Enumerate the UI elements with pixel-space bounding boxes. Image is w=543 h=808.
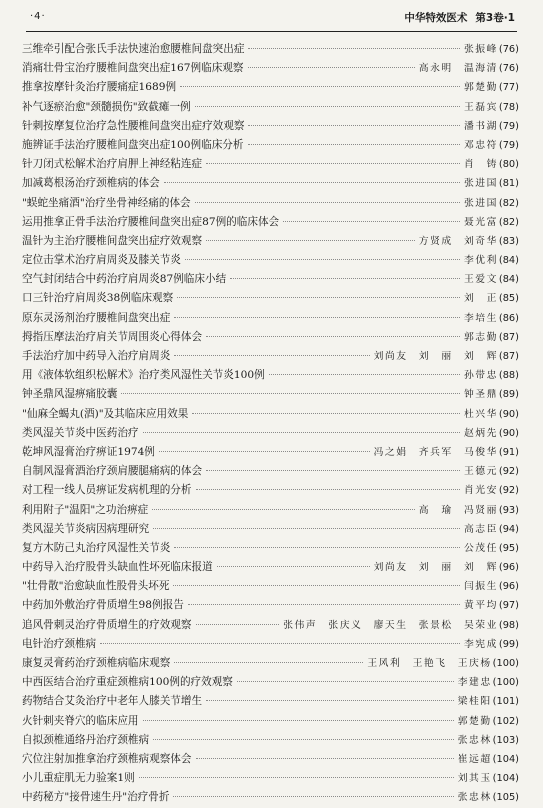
entry-page: (86)	[498, 312, 519, 324]
entry-title: 三维牵引配合张氏手法快速治愈腰椎间盘突出症	[22, 43, 245, 55]
entry-page: (96)	[498, 562, 519, 574]
dot-leader	[173, 785, 453, 797]
entry-author: 张进国	[463, 178, 498, 190]
entry-page: (76)	[498, 63, 519, 75]
entry-title: 中西医结合治疗重症颈椎病100例的疗效观察	[22, 676, 233, 689]
entry-title: 手法治疗加中药导入治疗肩周炎	[22, 350, 171, 362]
entry-title: 对工程一线人员痹证发病机理的分析	[22, 484, 192, 497]
dot-leader	[269, 363, 460, 375]
dot-leader	[230, 267, 460, 279]
entry-title: 中药加外敷治疗骨质增生98例报告	[22, 599, 184, 612]
entry-page: (95)	[498, 542, 519, 554]
entry-author: 潘书湖	[463, 120, 498, 132]
dot-leader	[159, 440, 370, 452]
dot-leader	[196, 478, 460, 490]
entry-author: 钟圣鼎	[463, 389, 498, 401]
dot-leader	[185, 248, 460, 260]
entry-page: (100)	[492, 658, 519, 669]
entry-page: (90)	[498, 408, 519, 420]
dot-leader	[152, 498, 415, 510]
entry-title: "壮骨散"治愈缺血性股骨头坏死	[22, 580, 170, 593]
entry-author: 刘尚友 刘 丽 刘 辉	[373, 351, 498, 362]
entry-page: (102)	[492, 715, 519, 727]
dot-leader	[174, 344, 369, 356]
running-header	[0, 0, 543, 34]
entry-page: (87)	[498, 351, 519, 362]
entry-title: 康复灵膏药治疗颈椎病临床观察	[22, 657, 171, 669]
entry-author: 闫振生	[463, 581, 498, 593]
dot-leader	[143, 709, 454, 721]
entry-author: 邓忠符	[463, 139, 498, 151]
entry-author: 高永明 温海清	[418, 63, 498, 75]
toc-entry[interactable]	[22, 788, 519, 807]
entry-author: 王德元	[463, 466, 498, 478]
dot-leader	[206, 459, 460, 471]
dot-leader	[173, 574, 460, 586]
dot-leader	[174, 306, 460, 318]
dot-leader	[143, 421, 460, 433]
entry-author: 张忠林	[457, 734, 492, 746]
dot-leader	[206, 152, 460, 164]
entry-title: 中药导入治疗股骨头缺血性坏死临床报道	[22, 561, 213, 574]
dot-leader	[248, 56, 415, 68]
entry-title: 穴位注射加推拿治疗颈椎病观察体会	[22, 752, 192, 765]
entry-title: 运用推拿正骨手法治疗腰椎间盘突出症87例的临床体会	[22, 215, 280, 228]
entry-page: (85)	[498, 293, 519, 305]
entry-page: (87)	[498, 331, 519, 343]
dot-leader	[139, 766, 454, 778]
journal-title: 中华特效医术	[404, 12, 468, 24]
entry-page: (104)	[492, 773, 519, 785]
entry-author: 王爱文	[463, 274, 498, 286]
entry-author: 公茂任	[463, 542, 498, 554]
dot-leader	[195, 191, 460, 203]
dot-leader	[217, 555, 370, 567]
entry-title: 消痛壮骨宝治疗腰椎间盘突出症167例临床观察	[22, 62, 244, 75]
entry-page: (80)	[498, 159, 519, 171]
entry-page: (84)	[498, 274, 519, 286]
entry-title: 追风骨刺灵治疗骨质增生的疗效观察	[22, 618, 192, 631]
entry-author: 肖光安	[463, 485, 498, 497]
entry-author: 高 瑜 冯贤丽	[418, 504, 498, 516]
entry-page: (82)	[498, 216, 519, 228]
entry-author: 杜兴华	[463, 408, 498, 420]
entry-page: (84)	[498, 255, 519, 267]
entry-title: 原东灵汤剂治疗腰椎间盘突出症	[22, 311, 171, 324]
entry-page: (104)	[492, 753, 519, 765]
dot-leader	[100, 632, 460, 644]
entry-title: 温针为主治疗腰椎间盘突出症疗效观察	[22, 234, 203, 247]
entry-author: 赵炳先	[463, 427, 498, 439]
entry-title: "蜈蛇坐痛酒"治疗坐骨神经痛的体会	[22, 196, 191, 209]
entry-author: 冯之娟 齐兵军 马俊华	[373, 446, 498, 458]
entry-page: (76)	[498, 44, 519, 55]
entry-title: "仙麻全蝎丸(酒)"及其临床应用效果	[22, 407, 189, 420]
entry-page: (100)	[492, 677, 519, 689]
entry-author: 李建忠	[457, 677, 492, 689]
dot-leader	[283, 210, 460, 222]
entry-page: (92)	[498, 466, 519, 478]
entry-title: 施辨证手法治疗腰椎间盘突出症100例临床分析	[22, 138, 244, 151]
entry-title: 钟圣鼎风湿痹痛胶囊	[22, 388, 118, 401]
entry-author: 李培生	[463, 312, 498, 324]
entry-author: 刘尚友 刘 丽 刘 辉	[373, 562, 498, 574]
dot-leader	[177, 286, 460, 298]
entry-title: 药物结合艾灸治疗中老年人膝关节增生	[22, 695, 203, 708]
dot-leader	[174, 651, 363, 663]
entry-author: 张伟声 张庆义 廖天生 张景松 吴荣业	[283, 619, 498, 631]
entry-title: 针刀闭式松解术治疗肩胛上神经粘连症	[22, 158, 203, 171]
entry-page: (92)	[498, 485, 519, 497]
entry-author: 聂光富	[463, 216, 498, 228]
dot-leader	[196, 613, 280, 625]
dot-leader	[164, 171, 460, 183]
dot-leader	[192, 402, 460, 414]
entry-page: (97)	[498, 600, 519, 612]
entry-author: 黄平均	[463, 600, 498, 612]
dot-leader	[248, 133, 460, 145]
entry-author: 李优利	[463, 255, 498, 267]
entry-title: 补气逐瘀治愈"颈髓损伤"致截瘫一例	[22, 100, 191, 113]
entry-title: 加减葛根汤治疗颈椎病的体会	[22, 177, 160, 190]
entry-author: 梁桂阳	[457, 696, 492, 708]
dot-leader	[206, 325, 460, 337]
header-rule	[26, 31, 517, 32]
entry-author: 高志臣	[463, 523, 498, 535]
entry-title: 定位击掌术治疗肩周炎及膝关节炎	[22, 254, 181, 267]
entry-title: 复方木防己丸治疗风湿性关节炎	[22, 541, 171, 554]
entry-title: 电针治疗颈椎病	[22, 637, 97, 650]
entry-page: (79)	[498, 139, 519, 151]
entry-page: (79)	[498, 120, 519, 132]
entry-author: 崔远超	[457, 753, 492, 765]
entry-author: 张振峰	[463, 44, 498, 55]
entry-title: 类风湿关节炎中医药治疗	[22, 426, 139, 439]
entry-page: (99)	[498, 638, 519, 650]
entry-author: 刘 正	[463, 293, 498, 305]
entry-page: (81)	[498, 178, 519, 190]
entry-title: 火针刺夹脊穴的临床应用	[22, 714, 139, 727]
entry-title: 推拿按摩针灸治疗腰痛症1689例	[22, 81, 177, 94]
dot-leader	[206, 229, 415, 241]
entry-author: 王磊宾	[463, 101, 498, 113]
entry-author: 孙带忠	[463, 370, 498, 382]
dot-leader	[153, 517, 460, 529]
page-number: ·4·	[30, 11, 46, 22]
entry-page: (90)	[498, 427, 519, 439]
dot-leader	[248, 114, 460, 126]
entry-page: (89)	[498, 389, 519, 401]
entry-title: 针刺按摩复位治疗急性腰椎间盘突出症疗效观察	[22, 119, 245, 132]
entry-title: 拇指压摩法治疗肩关节周围炎心得体会	[22, 330, 203, 343]
dot-leader	[195, 95, 460, 107]
table-of-contents	[22, 40, 519, 808]
entry-author: 张进国	[463, 197, 498, 209]
entry-page: (78)	[498, 101, 519, 113]
entry-page: (105)	[492, 792, 519, 804]
entry-author: 郭楚勤	[457, 715, 492, 727]
issue-label: 第3卷·1	[475, 12, 515, 24]
dot-leader	[237, 670, 454, 682]
entry-title: 口三针治疗肩周炎38例临床观察	[22, 292, 174, 305]
entry-author: 郭志勤	[463, 331, 498, 343]
dot-leader	[121, 382, 460, 394]
entry-author: 王风利 王艳飞 王庆杨	[367, 658, 492, 669]
dot-leader	[188, 593, 460, 605]
entry-title: 小儿重症肌无力验案1则	[22, 772, 135, 785]
entry-title: 利用附子"温阳"之功治痹症	[22, 503, 149, 516]
entry-title: 自制风湿膏酒治疗颈肩腰腿痛病的体会	[22, 465, 203, 478]
journal-header	[404, 10, 515, 25]
entry-title: 类风湿关节炎病因病理研究	[22, 522, 150, 535]
entry-page: (96)	[498, 581, 519, 593]
entry-page: (98)	[498, 619, 519, 631]
entry-page: (91)	[498, 446, 519, 458]
entry-page: (101)	[492, 696, 519, 708]
dot-leader	[153, 728, 454, 740]
entry-author: 李宪成	[463, 638, 498, 650]
dot-leader	[248, 37, 460, 49]
dot-leader	[196, 747, 454, 759]
entry-page: (93)	[498, 504, 519, 516]
dot-leader	[180, 75, 460, 87]
entry-title: 自拟颈椎通络丹治疗颈椎病	[22, 733, 150, 746]
entry-page: (103)	[492, 734, 519, 746]
entry-title: 用《液体软组织松解术》治疗类风湿性关节炎100例	[22, 369, 265, 382]
dot-leader	[206, 689, 454, 701]
entry-author: 郭楚勤	[463, 82, 498, 94]
entry-author: 刘其玉	[457, 773, 492, 785]
entry-page: (94)	[498, 523, 519, 535]
entry-title: 中药秘方"接骨速生丹"治疗骨折	[22, 791, 170, 804]
entry-page: (82)	[498, 197, 519, 209]
entry-author: 张忠林	[457, 792, 492, 804]
entry-page: (77)	[498, 82, 519, 94]
dot-leader	[174, 536, 460, 548]
entry-author: 肖 铸	[463, 159, 498, 171]
entry-page: (88)	[498, 370, 519, 382]
entry-author: 方贤成 刘奇华	[418, 235, 498, 247]
entry-page: (83)	[498, 235, 519, 247]
entry-title: 空气封闭结合中药治疗肩周炎87例临床小结	[22, 273, 227, 286]
entry-title: 乾坤风湿膏治疗痹证1974例	[22, 445, 155, 458]
